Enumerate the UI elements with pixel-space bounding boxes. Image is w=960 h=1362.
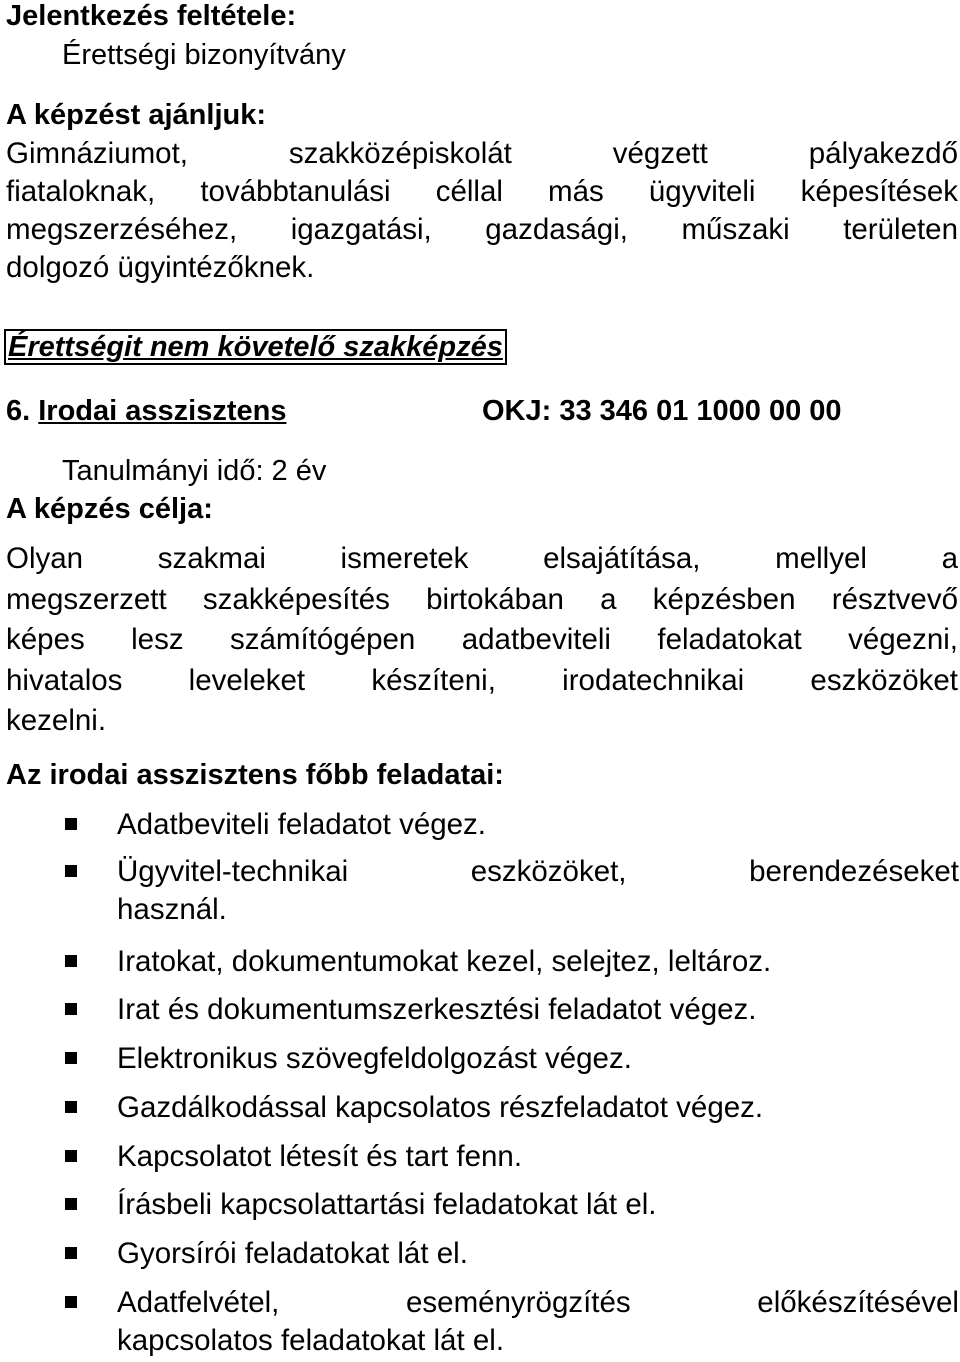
list-item-text: Iratokat, dokumentumokat kezel, selejtez, leltároz. — [117, 945, 772, 978]
list-item-text: Kapcsolatot létesít és tart fenn. — [117, 1140, 523, 1173]
course-okj: OKJ: 33 346 01 1000 00 00 — [482, 395, 842, 427]
goal-line: megszerzett szakképesítés birtokában a képzésben résztvevő — [6, 582, 958, 616]
course-number: 6. — [6, 395, 31, 427]
goal-line: Olyan szakmai ismeretek elsajátítása, mellyel a — [6, 542, 958, 575]
goal-line: képes lesz számítógépen adatbeviteli feladatokat végezni, — [6, 623, 958, 656]
course-duration: Tanulmányi idő: 2 év — [62, 455, 327, 487]
section-title: Érettségit nem követelő szakképzés — [4, 329, 507, 365]
course-number-name — [6, 393, 286, 429]
square-bullet-icon — [65, 1150, 77, 1162]
goal-line: kezelni. — [6, 704, 107, 737]
square-bullet-icon — [65, 1052, 77, 1064]
square-bullet-icon — [65, 955, 77, 967]
goal-paragraph — [6, 539, 958, 742]
section-title-box — [4, 329, 507, 365]
list-item-text: Elektronikus szövegfeldolgozást végez. — [117, 1042, 632, 1075]
recommended-line: dolgozó ügyintézőknek. — [6, 251, 315, 284]
list-item-text: Ügyvitel-technikai eszközöket, berendezéseket — [117, 855, 959, 888]
course-name: Irodai asszisztens — [38, 395, 287, 427]
entry-heading: Jelentkezés feltétele: — [6, 0, 297, 32]
square-bullet-icon — [65, 1247, 77, 1259]
list-item-text: Gyorsírói feladatokat lát el. — [117, 1237, 468, 1270]
list-item-text: Gazdálkodással kapcsolatos részfeladatot végez. — [117, 1091, 764, 1124]
list-item-text: Írásbeli kapcsolattartási feladatokat lát el. — [117, 1188, 657, 1221]
list-item-text: Irat és dokumentumszerkesztési feladatot végez. — [117, 993, 757, 1026]
square-bullet-icon — [65, 1003, 77, 1015]
square-bullet-icon — [65, 1198, 77, 1210]
square-bullet-icon — [65, 818, 77, 830]
square-bullet-icon — [65, 865, 77, 877]
entry-value: Érettségi bizonyítvány — [62, 39, 346, 71]
list-item-text: használ. — [117, 893, 227, 926]
recommended-line: megszerzéséhez, igazgatási, gazdasági, műszaki területen — [6, 213, 958, 246]
list-item-text: kapcsolatos feladatokat lát el. — [117, 1324, 505, 1357]
list-item-text: Adatfelvétel, eseményrögzítés előkészítésével — [117, 1286, 959, 1319]
square-bullet-icon — [65, 1101, 77, 1113]
recommended-line: Gimnáziumot, szakközépiskolát végzett pályakezdő — [6, 137, 958, 170]
recommended-heading: A képzést ajánljuk: — [6, 99, 267, 131]
square-bullet-icon — [65, 1296, 77, 1308]
recommended-paragraph — [6, 135, 958, 287]
goal-line: hivatalos leveleket készíteni, irodatechnikai eszközöket — [6, 663, 958, 697]
recommended-line: fiataloknak, továbbtanulási céllal más ügyviteli képesítések — [6, 175, 958, 208]
tasks-heading: Az irodai asszisztens főbb feladatai: — [6, 759, 504, 791]
goal-heading: A képzés célja: — [6, 493, 213, 525]
list-item-text: Adatbeviteli feladatot végez. — [117, 808, 486, 841]
